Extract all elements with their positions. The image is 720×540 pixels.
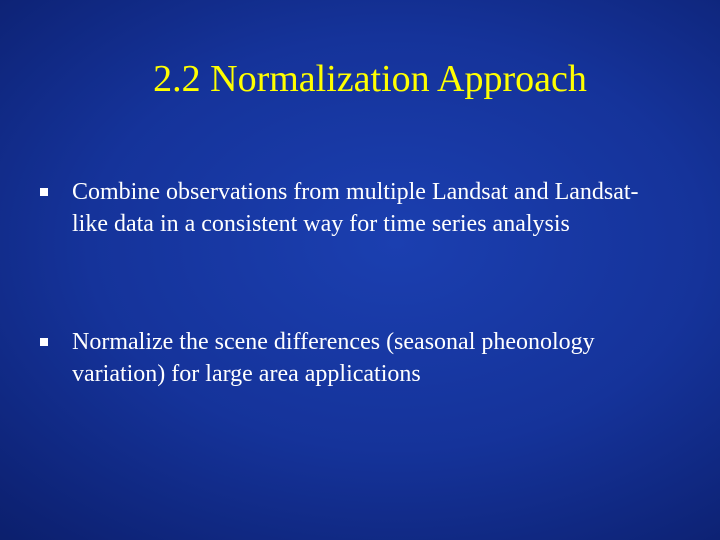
square-bullet-icon xyxy=(40,338,48,346)
bullet-text: Normalize the scene differences (seasonal pheonology variation) for large area applications xyxy=(72,329,595,387)
slide-title: 2.2 Normalization Approach xyxy=(153,58,587,100)
square-bullet-icon xyxy=(40,188,48,196)
bullet-text: Combine observations from multiple Landsat and Landsat-like data in a consistent way for time series analysis xyxy=(72,179,639,237)
